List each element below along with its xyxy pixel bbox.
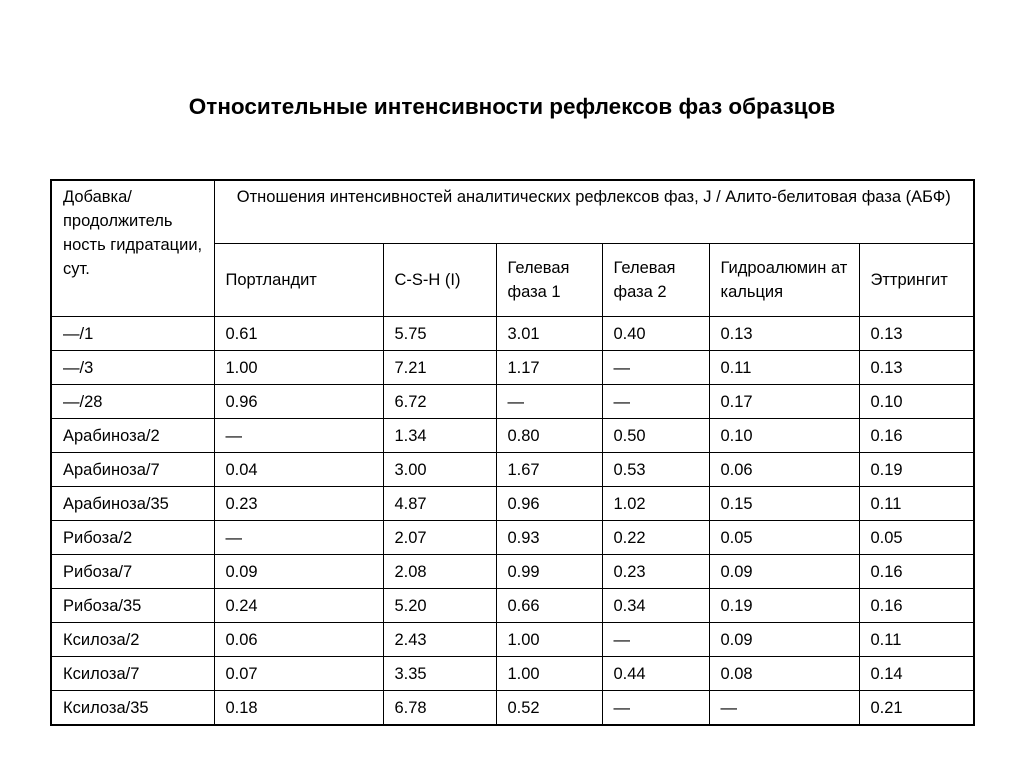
value-cell: 0.04 bbox=[214, 453, 383, 487]
value-cell: 0.09 bbox=[214, 555, 383, 589]
value-cell: 1.00 bbox=[496, 623, 602, 657]
value-cell: 0.05 bbox=[859, 521, 974, 555]
table-body bbox=[51, 180, 974, 725]
table-row bbox=[51, 385, 974, 419]
value-cell: 0.24 bbox=[214, 589, 383, 623]
value-cell: 0.99 bbox=[496, 555, 602, 589]
column-header: Портландит bbox=[214, 244, 383, 317]
value-cell: 1.34 bbox=[383, 419, 496, 453]
value-cell: 3.00 bbox=[383, 453, 496, 487]
value-cell: 0.05 bbox=[709, 521, 859, 555]
value-cell: 4.87 bbox=[383, 487, 496, 521]
value-cell: 0.50 bbox=[602, 419, 709, 453]
table-row bbox=[51, 589, 974, 623]
value-cell: 0.22 bbox=[602, 521, 709, 555]
sample-cell: Арабиноза/7 bbox=[51, 453, 214, 487]
value-cell: 0.53 bbox=[602, 453, 709, 487]
value-cell: — bbox=[602, 351, 709, 385]
value-cell: 2.43 bbox=[383, 623, 496, 657]
value-cell: 3.01 bbox=[496, 317, 602, 351]
value-cell: 0.23 bbox=[602, 555, 709, 589]
value-cell: 0.21 bbox=[859, 691, 974, 726]
sample-cell: Ксилоза/2 bbox=[51, 623, 214, 657]
value-cell: 5.75 bbox=[383, 317, 496, 351]
value-cell: 0.07 bbox=[214, 657, 383, 691]
corner-header-cell: Добавка/ продолжитель ность гидратации, сут. bbox=[51, 180, 214, 317]
column-header: Гелевая фаза 1 bbox=[496, 244, 602, 317]
value-cell: — bbox=[214, 419, 383, 453]
table-row bbox=[51, 691, 974, 726]
value-cell: 1.17 bbox=[496, 351, 602, 385]
value-cell: 1.02 bbox=[602, 487, 709, 521]
value-cell: 0.16 bbox=[859, 555, 974, 589]
sample-cell: —/1 bbox=[51, 317, 214, 351]
value-cell: 0.10 bbox=[709, 419, 859, 453]
value-cell: 0.15 bbox=[709, 487, 859, 521]
value-cell: 0.13 bbox=[859, 351, 974, 385]
value-cell: 2.07 bbox=[383, 521, 496, 555]
value-cell: 1.00 bbox=[496, 657, 602, 691]
value-cell: 0.23 bbox=[214, 487, 383, 521]
value-cell: — bbox=[709, 691, 859, 726]
sample-cell: Арабиноза/2 bbox=[51, 419, 214, 453]
group-header-cell: Отношения интенсивностей аналитических рефлексов фаз, J / Алито-белитовая фаза (АБФ) bbox=[214, 180, 974, 244]
value-cell: 1.67 bbox=[496, 453, 602, 487]
value-cell: 1.00 bbox=[214, 351, 383, 385]
sample-cell: Рибоза/7 bbox=[51, 555, 214, 589]
table-row bbox=[51, 419, 974, 453]
value-cell: 0.16 bbox=[859, 589, 974, 623]
table-row bbox=[51, 555, 974, 589]
value-cell: 0.09 bbox=[709, 555, 859, 589]
table-row bbox=[51, 317, 974, 351]
value-cell: 0.09 bbox=[709, 623, 859, 657]
column-header: Гелевая фаза 2 bbox=[602, 244, 709, 317]
value-cell: 0.11 bbox=[859, 487, 974, 521]
value-cell: 2.08 bbox=[383, 555, 496, 589]
column-header: Эттрингит bbox=[859, 244, 974, 317]
value-cell: 0.34 bbox=[602, 589, 709, 623]
sample-cell: —/28 bbox=[51, 385, 214, 419]
value-cell: 0.08 bbox=[709, 657, 859, 691]
value-cell: 0.14 bbox=[859, 657, 974, 691]
value-cell: 6.72 bbox=[383, 385, 496, 419]
value-cell: 6.78 bbox=[383, 691, 496, 726]
sample-cell: Ксилоза/7 bbox=[51, 657, 214, 691]
value-cell: 0.52 bbox=[496, 691, 602, 726]
value-cell: 0.61 bbox=[214, 317, 383, 351]
sample-cell: Рибоза/35 bbox=[51, 589, 214, 623]
intensity-table bbox=[50, 179, 975, 726]
value-cell: — bbox=[496, 385, 602, 419]
sample-cell: —/3 bbox=[51, 351, 214, 385]
value-cell: 0.19 bbox=[709, 589, 859, 623]
value-cell: 0.13 bbox=[709, 317, 859, 351]
value-cell: 0.96 bbox=[496, 487, 602, 521]
value-cell: 0.80 bbox=[496, 419, 602, 453]
value-cell: — bbox=[602, 385, 709, 419]
sample-cell: Рибоза/2 bbox=[51, 521, 214, 555]
value-cell: — bbox=[602, 623, 709, 657]
table-row bbox=[51, 623, 974, 657]
value-cell: 0.19 bbox=[859, 453, 974, 487]
value-cell: 0.13 bbox=[859, 317, 974, 351]
value-cell: 0.96 bbox=[214, 385, 383, 419]
value-cell: 7.21 bbox=[383, 351, 496, 385]
value-cell: 0.44 bbox=[602, 657, 709, 691]
table-row bbox=[51, 657, 974, 691]
table-row bbox=[51, 487, 974, 521]
sample-cell: Арабиноза/35 bbox=[51, 487, 214, 521]
value-cell: 0.40 bbox=[602, 317, 709, 351]
header-row-group bbox=[51, 180, 974, 244]
value-cell: 0.11 bbox=[709, 351, 859, 385]
column-header: Гидроалюмин ат кальция bbox=[709, 244, 859, 317]
page-title: Относительные интенсивности рефлексов фаз образцов bbox=[188, 94, 836, 119]
value-cell: 0.17 bbox=[709, 385, 859, 419]
table-row bbox=[51, 351, 974, 385]
value-cell: 3.35 bbox=[383, 657, 496, 691]
value-cell: — bbox=[602, 691, 709, 726]
value-cell: 0.10 bbox=[859, 385, 974, 419]
table-row bbox=[51, 521, 974, 555]
value-cell: — bbox=[214, 521, 383, 555]
value-cell: 0.93 bbox=[496, 521, 602, 555]
value-cell: 0.66 bbox=[496, 589, 602, 623]
value-cell: 0.18 bbox=[214, 691, 383, 726]
value-cell: 0.16 bbox=[859, 419, 974, 453]
sample-cell: Ксилоза/35 bbox=[51, 691, 214, 726]
value-cell: 5.20 bbox=[383, 589, 496, 623]
column-header: C-S-H (I) bbox=[383, 244, 496, 317]
value-cell: 0.06 bbox=[214, 623, 383, 657]
value-cell: 0.11 bbox=[859, 623, 974, 657]
table-row bbox=[51, 453, 974, 487]
value-cell: 0.06 bbox=[709, 453, 859, 487]
